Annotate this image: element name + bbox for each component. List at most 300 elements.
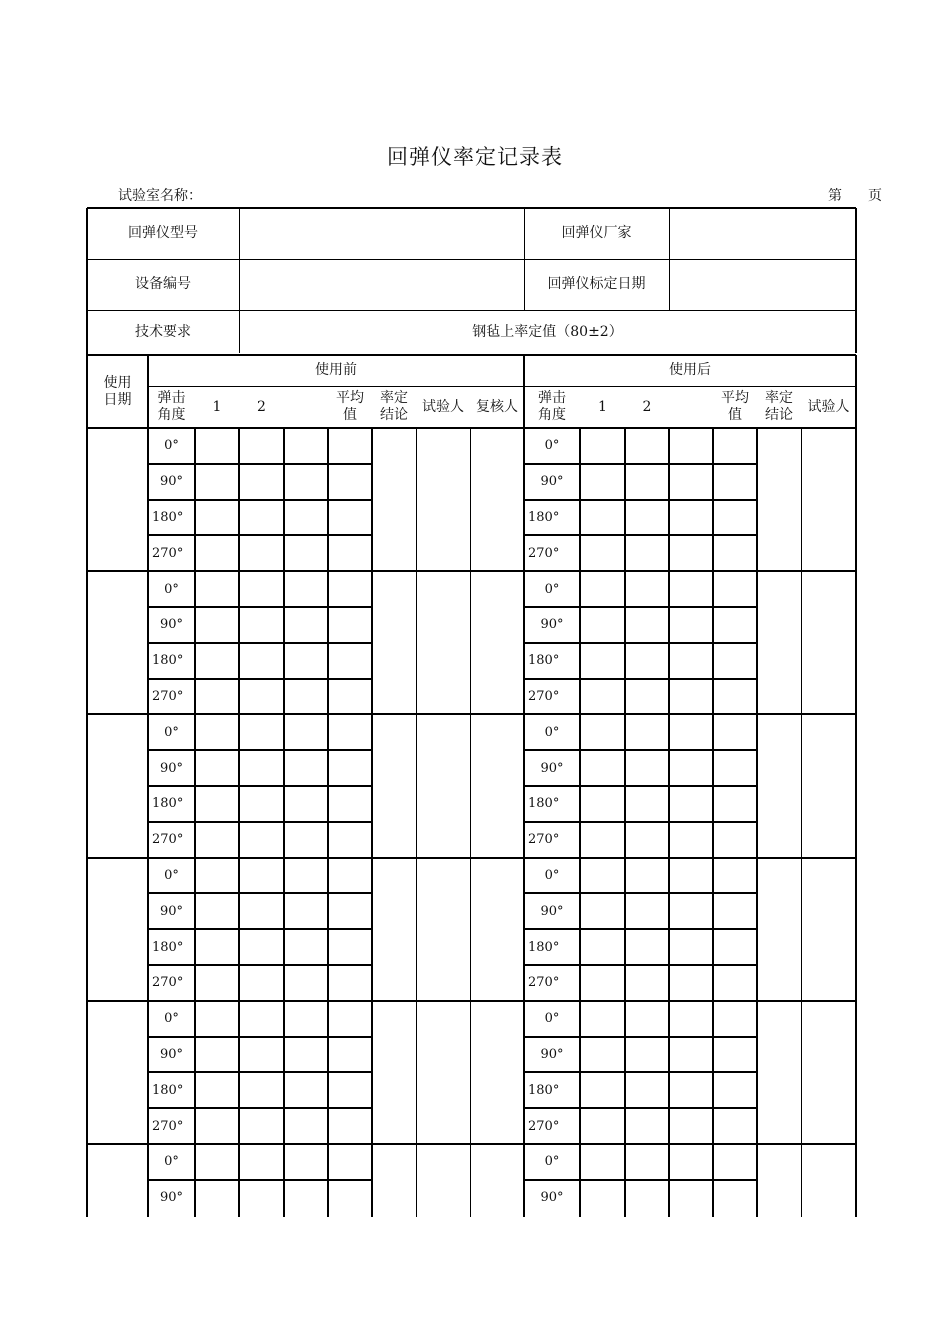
tech-label: 技术要求 [135,324,191,340]
result-col-divider [416,1144,417,1217]
reading-input[interactable] [671,824,711,856]
reading-input[interactable] [286,824,326,856]
reading-input[interactable] [241,1039,282,1071]
angle-cell: 90° [159,760,184,776]
reading-input[interactable] [582,788,623,820]
reading-input[interactable] [582,931,623,963]
tester-col-divider [470,714,471,857]
reading-input[interactable] [627,860,667,892]
result-header-line: 率定 [765,390,793,406]
reading-input[interactable] [286,1182,326,1214]
reading-input[interactable] [671,609,711,641]
reading-input[interactable] [286,1003,326,1035]
tester-input[interactable] [803,1003,854,1142]
angle-cell: 90° [540,903,564,919]
reading-input[interactable] [286,1146,326,1178]
avg-input[interactable] [715,1039,755,1071]
reading-input[interactable] [671,1182,711,1214]
reading-input[interactable] [197,860,237,892]
reading-input[interactable] [582,752,623,784]
tester-input[interactable] [418,716,468,855]
reading-input[interactable] [627,931,667,963]
after-header: 使用后 [669,362,711,378]
reading-input[interactable] [582,1074,623,1106]
reading-input[interactable] [286,1039,326,1071]
date-header-line: 使用 [103,374,132,391]
reviewer-input[interactable] [472,1146,522,1215]
reviewer-input[interactable] [472,716,522,855]
reading-input[interactable] [627,681,667,713]
angle-cell: 90° [540,1046,564,1062]
angle-cell: 180° [528,796,560,812]
reading-input[interactable] [582,537,623,569]
tester-input[interactable] [418,1146,468,1215]
result-col-divider [416,428,417,571]
angle-cell: 0° [544,867,560,883]
avg-input[interactable] [330,931,370,963]
date-input[interactable] [89,430,147,569]
angle-cell: 0° [544,1011,560,1027]
reading-2-header: 2 [642,398,652,415]
reading-input[interactable] [627,609,667,641]
reading-input[interactable] [241,1146,282,1178]
angle-cell: 180° [528,653,560,669]
avg-input[interactable] [715,466,755,498]
angle-cell: 90° [159,474,184,490]
avg-input[interactable] [330,716,370,748]
reading-input[interactable] [286,860,326,892]
reading-input[interactable] [582,609,623,641]
reading-input[interactable] [241,681,282,713]
reading-input[interactable] [627,573,667,605]
reading-input[interactable] [671,895,711,927]
calib-date-input[interactable] [670,260,854,309]
avg-input[interactable] [330,1003,370,1035]
reading-input[interactable] [197,466,237,498]
avg-input[interactable] [715,609,755,641]
avg-input[interactable] [330,466,370,498]
reading-input[interactable] [582,967,623,999]
tester-col-divider [470,858,471,1001]
tester-col-divider [470,1001,471,1144]
reading-input[interactable] [582,573,623,605]
avg-header [713,386,757,428]
page-number-label [828,185,882,205]
page-title: 回弹仪率定记录表 [387,145,563,169]
reading-input[interactable] [627,967,667,999]
date-input[interactable] [89,1003,147,1142]
reading-input[interactable] [627,466,667,498]
avg-input[interactable] [330,430,370,462]
angle-cell: 270° [528,832,560,848]
reading-input[interactable] [241,466,282,498]
avg-input[interactable] [330,537,370,569]
result-col-divider [801,714,802,857]
result-input[interactable] [374,430,414,569]
reading-input[interactable] [241,860,282,892]
maker-label: 回弹仪厂家 [561,225,632,241]
tester-input[interactable] [803,1146,854,1215]
reading-input[interactable] [582,681,623,713]
result-header-line: 结论 [380,407,408,423]
reading-input[interactable] [241,537,282,569]
reading-input[interactable] [627,824,667,856]
reading-input[interactable] [197,824,237,856]
reading-input[interactable] [671,967,711,999]
avg-input[interactable] [330,824,370,856]
angle-header [148,386,195,428]
tester-input[interactable] [803,430,854,569]
reading-input[interactable] [286,466,326,498]
reading-input[interactable] [627,1110,667,1142]
reading-input[interactable] [286,716,326,748]
tester-input[interactable] [418,573,468,712]
reading-input[interactable] [671,752,711,784]
avg-input[interactable] [715,1074,755,1106]
result-input[interactable] [759,716,799,855]
reading-input[interactable] [286,931,326,963]
lab-name-label: 试验室名称： [118,188,202,204]
reading-input[interactable] [627,788,667,820]
angle-cell: 270° [528,975,560,991]
reading-input[interactable] [197,609,237,641]
avg-input[interactable] [715,681,755,713]
result-col-divider [801,858,802,1001]
reading-input[interactable] [671,430,711,462]
avg-input[interactable] [330,681,370,713]
reading-input[interactable] [197,1146,237,1178]
reading-input[interactable] [582,860,623,892]
reading-input[interactable] [671,466,711,498]
reading-input[interactable] [241,1074,282,1106]
reading-input[interactable] [197,1110,237,1142]
reading-input[interactable] [627,645,667,677]
date-input[interactable] [89,716,147,855]
reading-input[interactable] [197,1182,237,1214]
angle-cell: 270° [152,545,184,561]
reading-input[interactable] [671,645,711,677]
reading-input[interactable] [627,1182,667,1214]
result-input[interactable] [759,430,799,569]
reading-input[interactable] [671,1074,711,1106]
angle-cell: 180° [528,509,560,525]
page-suffix: 页 [868,188,882,204]
avg-input[interactable] [330,752,370,784]
reviewer-input[interactable] [472,573,522,712]
angle-cell: 270° [152,1118,184,1134]
reading-input[interactable] [671,1039,711,1071]
reading-input[interactable] [627,752,667,784]
tester-input[interactable] [803,860,854,999]
reading-input[interactable] [627,895,667,927]
result-header-line: 率定 [380,390,408,406]
date-header-line: 日期 [103,391,132,408]
angle-cell: 90° [540,760,564,776]
angle-cell: 0° [544,438,560,454]
date-input[interactable] [89,573,147,712]
angle-header-line: 弹击 [538,390,566,406]
angle-cell: 180° [152,796,184,812]
reading-input[interactable] [582,1182,623,1214]
reading-input[interactable] [197,573,237,605]
reviewer-header: 复核人 [476,398,518,415]
reading-input[interactable] [627,430,667,462]
reading-input[interactable] [582,1110,623,1142]
reading-input[interactable] [627,1003,667,1035]
angle-header-line: 角度 [538,407,566,423]
result-input[interactable] [759,860,799,999]
reading-input[interactable] [197,1003,237,1035]
angle-cell: 180° [152,939,184,955]
reviewer-input[interactable] [472,1003,522,1142]
avg-input[interactable] [715,1003,755,1035]
reading-input[interactable] [241,931,282,963]
reading-input[interactable] [286,537,326,569]
reading-input[interactable] [286,1074,326,1106]
avg-input[interactable] [715,967,755,999]
angle-cell: 180° [152,509,184,525]
reading-input[interactable] [286,752,326,784]
reading-input[interactable] [627,716,667,748]
reading-input[interactable] [671,502,711,534]
reading-input[interactable] [241,1003,282,1035]
date-input[interactable] [89,1146,147,1215]
reading-input[interactable] [286,967,326,999]
maker-input[interactable] [670,210,854,258]
reading-input[interactable] [241,502,282,534]
group-divider [87,857,856,859]
model-label: 回弹仪型号 [128,225,198,241]
reading-input[interactable] [241,824,282,856]
reading-input[interactable] [197,537,237,569]
avg-input[interactable] [330,1039,370,1071]
reading-input[interactable] [671,788,711,820]
avg-input[interactable] [330,967,370,999]
tester-input[interactable] [418,860,468,999]
reading-input[interactable] [197,967,237,999]
reading-input[interactable] [286,788,326,820]
reading-input[interactable] [671,573,711,605]
avg-header-line: 平均 [336,390,364,406]
angle-cell: 0° [544,1154,560,1170]
reading-input[interactable] [197,931,237,963]
reading-input[interactable] [671,1003,711,1035]
avg-input[interactable] [715,860,755,892]
reading-input[interactable] [197,430,237,462]
reading-input[interactable] [582,430,623,462]
group-divider [87,1143,856,1145]
reading-input[interactable] [286,681,326,713]
reading-input[interactable] [627,1039,667,1071]
result-col-divider [416,571,417,714]
reading-input[interactable] [671,716,711,748]
reading-input[interactable] [286,895,326,927]
reading-input[interactable] [286,573,326,605]
reading-input[interactable] [671,1110,711,1142]
avg-input[interactable] [715,788,755,820]
result-col-divider [416,1001,417,1144]
angle-cell: 90° [159,1046,184,1062]
result-col-divider [801,571,802,714]
reading-input[interactable] [582,895,623,927]
reading-input[interactable] [671,681,711,713]
reading-input[interactable] [627,537,667,569]
angle-cell: 0° [164,724,179,740]
reading-input[interactable] [286,502,326,534]
reading-input[interactable] [197,1039,237,1071]
reading-input[interactable] [582,716,623,748]
avg-input[interactable] [330,788,370,820]
angle-cell: 90° [159,903,184,919]
reading-input[interactable] [582,645,623,677]
reading-input[interactable] [671,860,711,892]
result-header [372,386,416,428]
reading-input[interactable] [671,537,711,569]
avg-input[interactable] [330,573,370,605]
avg-input[interactable] [715,716,755,748]
reading-input[interactable] [582,824,623,856]
result-input[interactable] [374,1146,414,1215]
reading-input[interactable] [286,430,326,462]
reading-input[interactable] [197,895,237,927]
result-input[interactable] [374,573,414,712]
avg-input[interactable] [330,609,370,641]
reading-input[interactable] [197,502,237,534]
reading-input[interactable] [582,466,623,498]
reading-input[interactable] [627,502,667,534]
avg-input[interactable] [715,931,755,963]
angle-header-line: 弹击 [157,390,186,406]
angle-cell: 90° [159,1190,184,1206]
reading-input[interactable] [286,609,326,641]
reading-input[interactable] [671,1146,711,1178]
reading-input[interactable] [582,1146,623,1178]
date-header [87,355,148,428]
model-input[interactable] [240,210,523,258]
reading-input[interactable] [241,895,282,927]
tester-input[interactable] [803,716,854,855]
reading-input[interactable] [197,645,237,677]
tester-input[interactable] [803,573,854,712]
avg-input[interactable] [330,895,370,927]
angle-cell: 0° [164,1154,179,1170]
avg-input[interactable] [330,1146,370,1178]
angle-cell: 180° [528,1082,560,1098]
result-input[interactable] [759,1146,799,1215]
reading-input[interactable] [197,681,237,713]
avg-input[interactable] [330,645,370,677]
tester-input[interactable] [418,1003,468,1142]
result-input[interactable] [374,860,414,999]
angle-cell: 90° [159,617,184,633]
avg-input[interactable] [715,824,755,856]
reading-input[interactable] [241,1182,282,1214]
avg-input[interactable] [715,430,755,462]
reading-input[interactable] [241,967,282,999]
tester-header: 试验人 [807,398,850,415]
before-header: 使用前 [315,362,357,378]
reading-input[interactable] [582,1003,623,1035]
avg-header-line: 平均 [721,390,749,406]
avg-input[interactable] [330,502,370,534]
angle-cell: 0° [544,724,560,740]
reading-input[interactable] [241,752,282,784]
reading-input[interactable] [197,788,237,820]
angle-cell: 0° [544,581,560,597]
avg-header-line: 值 [728,407,742,423]
reviewer-input[interactable] [472,860,522,999]
result-input[interactable] [759,1003,799,1142]
reading-input[interactable] [582,502,623,534]
avg-input[interactable] [715,573,755,605]
group-divider [87,713,856,715]
result-header-line: 结论 [765,407,793,423]
avg-input[interactable] [715,1110,755,1142]
avg-input[interactable] [715,1146,755,1178]
reading-input[interactable] [286,645,326,677]
reading-1-header: 1 [212,398,222,415]
reading-input[interactable] [241,430,282,462]
reading-input[interactable] [627,1146,667,1178]
reading-input[interactable] [197,1074,237,1106]
tester-col-divider [470,428,471,571]
avg-header-line: 值 [343,407,357,423]
tester-input[interactable] [418,430,468,569]
equip-input[interactable] [240,260,523,309]
reading-input[interactable] [241,716,282,748]
result-input[interactable] [759,573,799,712]
result-input[interactable] [374,1003,414,1142]
angle-cell: 180° [152,653,184,669]
avg-input[interactable] [715,752,755,784]
result-input[interactable] [374,716,414,855]
reading-input[interactable] [197,716,237,748]
page-prefix: 第 [828,188,842,204]
avg-input[interactable] [715,502,755,534]
reading-input[interactable] [197,752,237,784]
result-col-divider [801,1144,802,1217]
reading-input[interactable] [627,1074,667,1106]
avg-input[interactable] [330,1074,370,1106]
avg-input[interactable] [715,895,755,927]
angle-cell: 270° [528,688,560,704]
reviewer-input[interactable] [472,430,522,569]
reading-input[interactable] [286,1110,326,1142]
avg-input[interactable] [715,537,755,569]
angle-header-line: 角度 [157,407,186,423]
avg-input[interactable] [330,1110,370,1142]
reading-input[interactable] [671,931,711,963]
avg-input[interactable] [330,860,370,892]
avg-input[interactable] [715,1182,755,1214]
reading-input[interactable] [241,1110,282,1142]
avg-input[interactable] [715,645,755,677]
reading-input[interactable] [582,1039,623,1071]
avg-input[interactable] [330,1182,370,1214]
angle-cell: 90° [540,617,564,633]
reading-input[interactable] [241,788,282,820]
angle-cell: 270° [152,832,184,848]
calib-date-label: 回弹仪标定日期 [547,276,646,292]
angle-cell: 0° [164,1011,179,1027]
angle-cell: 90° [540,474,564,490]
reading-input[interactable] [241,645,282,677]
result-col-divider [416,714,417,857]
date-input[interactable] [89,860,147,999]
reading-input[interactable] [241,573,282,605]
angle-cell: 270° [152,975,184,991]
reading-input[interactable] [241,609,282,641]
